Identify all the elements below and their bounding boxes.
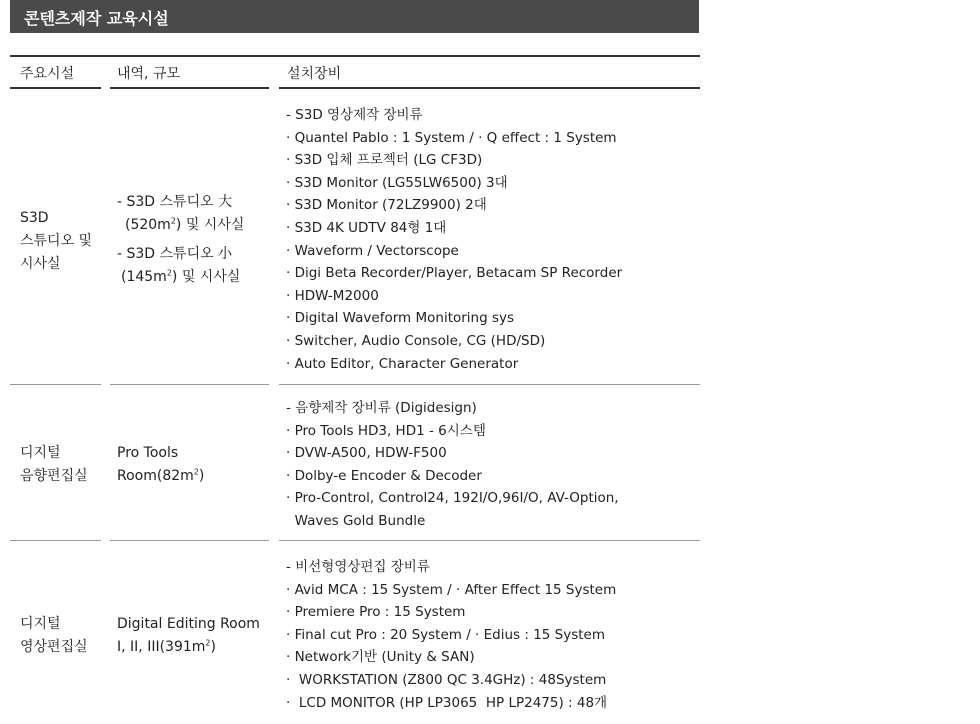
- details-line: - S3D 스튜디오 大: [117, 194, 233, 210]
- header-equipment: 설치장비: [287, 66, 342, 82]
- list-item: - S3D 영상제작 장비류: [286, 107, 423, 123]
- list-item: Waves Gold Bundle: [286, 512, 426, 529]
- list-item: · Network기반 (Unity & SAN): [286, 649, 475, 666]
- facility-line: 음향편집실: [20, 468, 88, 484]
- list-item: · Digital Waveform Monitoring sys: [286, 310, 515, 327]
- list-item: · Digi Beta Recorder/Player, Betacam SP Recorder: [286, 265, 623, 282]
- list-item: · WORKSTATION (Z800 QC 3.4GHz) : 48System: [286, 671, 607, 688]
- row-divider: [279, 540, 700, 541]
- row-divider: [110, 384, 269, 385]
- details-cell-s3d: [117, 191, 244, 289]
- header-facility: 주요시설: [20, 66, 75, 82]
- details-line: I, II, $III(391m^2)$: [117, 638, 216, 655]
- facility-line: S3D: [20, 210, 49, 226]
- list-item: · Final cut Pro : 20 System / · Edius : 15 System: [286, 626, 606, 643]
- row-divider: [279, 384, 700, 385]
- facility-cell-video: [20, 613, 88, 659]
- list-item: - 비선형영상편집 장비류: [286, 559, 430, 575]
- facility-line: 스튜디오 및: [20, 233, 93, 249]
- facility-line: 시사실: [20, 256, 61, 272]
- list-item: · S3D Monitor (LG55LW6500) 3대: [286, 174, 508, 191]
- row-divider: [10, 540, 101, 541]
- equipment-list-audio: [286, 397, 619, 533]
- list-item: · Quantel Pablo : 1 System / · Q effect : 1 System: [286, 129, 617, 146]
- equipment-list-s3d: [286, 104, 622, 375]
- facility-cell-s3d: [20, 207, 92, 276]
- list-item: · Waveform / Vectorscope: [286, 242, 459, 259]
- list-item: · S3D Monitor (72LZ9900) 2대: [286, 197, 487, 214]
- list-item: · DVW-A500, HDW-F500: [286, 445, 447, 462]
- list-item: · Auto Editor, Character Generator: [286, 355, 519, 372]
- row-divider: [10, 384, 101, 385]
- header-rule-equipment: [279, 87, 700, 89]
- list-item: · HDW-M2000: [286, 287, 379, 304]
- list-item: · LCD MONITOR (HP LP3065 HP LP2475) : 48개: [286, 694, 608, 711]
- list-item: - 음향제작 장비류 (Digidesign): [286, 400, 477, 416]
- details-line: Pro Tools: [117, 445, 179, 461]
- list-item: · Premiere Pro : 15 System: [286, 604, 466, 621]
- header-rule-details: [110, 87, 269, 89]
- header-details: 내역, 규모: [117, 66, 180, 82]
- list-item: · Pro-Control, Control24, 192I/O,96I/O, AV-Option,: [286, 490, 619, 507]
- facility-cell-audio: [20, 442, 88, 488]
- list-item: · Switcher, Audio Console, CG (HD/SD): [286, 332, 546, 349]
- list-item: · Avid MCA : 15 System / · After Effect 15 System: [286, 581, 617, 598]
- equipment-list-video: [286, 556, 616, 714]
- list-item: · Dolby-e Encoder & Decoder: [286, 467, 482, 484]
- details-line: $(145m^2)$ 및 시사실: [121, 268, 241, 285]
- list-item: · S3D 4K UDTV 84형 1대: [286, 219, 447, 236]
- title-bar: [10, 0, 699, 33]
- list-item: · S3D 입체 프로젝터 (LG CF3D): [286, 152, 483, 169]
- facility-line: 영상편집실: [20, 639, 88, 655]
- details-line: $Room(82m^2)$: [117, 467, 205, 484]
- details-line: - S3D 스튜디오 小: [117, 246, 233, 262]
- facility-line: 디지털: [20, 616, 61, 632]
- page-title: 콘텐츠제작 교육시설: [24, 9, 169, 28]
- list-item: · Pro Tools HD3, HD1 - 6시스템: [286, 422, 486, 439]
- header-rule-facility: [10, 87, 101, 89]
- details-line: Digital Editing Room: [117, 616, 260, 632]
- table-top-rule: [10, 55, 700, 57]
- details-line: $(520m^2)$ 및 시사실: [125, 216, 245, 233]
- details-cell-audio: [117, 442, 204, 488]
- row-divider: [110, 540, 269, 541]
- details-cell-video: [117, 613, 260, 659]
- facility-line: 디지털: [20, 445, 61, 461]
